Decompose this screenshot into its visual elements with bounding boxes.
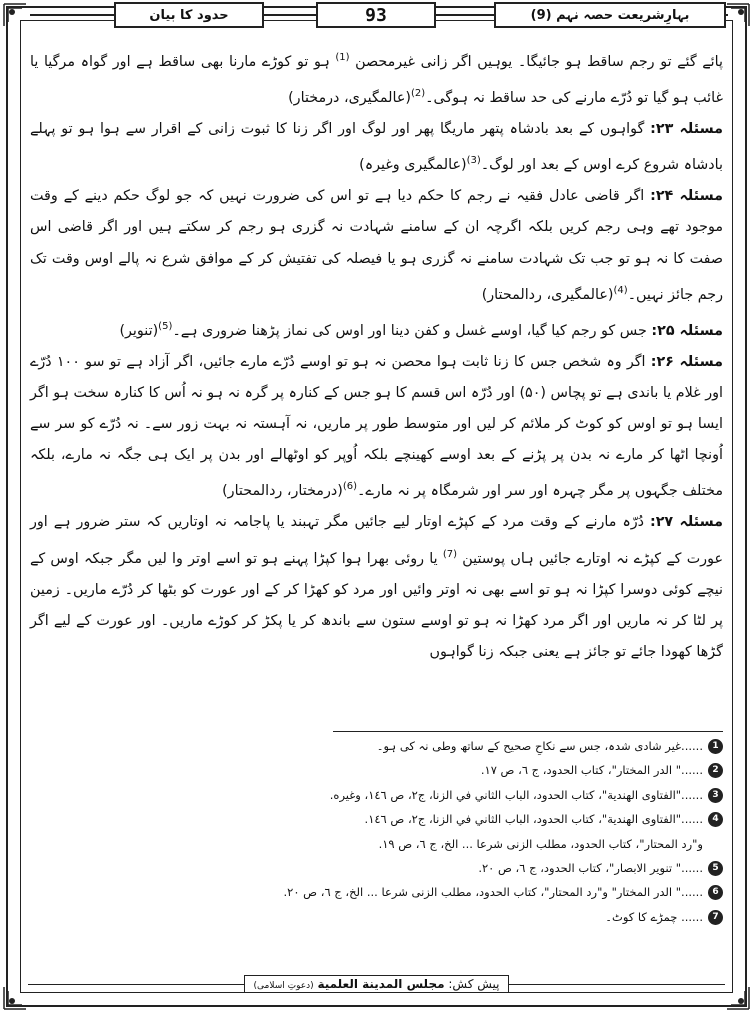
footnote-number: 3	[708, 788, 723, 803]
footnote-text: ......"الفتاوی الهندية"، کتاب الحدود، الباب الثاني في الزنا، ج٢، ص ١٤٦، وغيره.	[329, 787, 703, 802]
footnote-text: ......" الدر المختار" و"رد المحتار"، کتاب الحدود، مطلب الزنی شرعا ... الخ، ج ٦، ص ٢٠.	[283, 885, 703, 900]
paragraph-text: جس کو رجم کیا گیا، اوسے غسل و کفن دینا اور اوس کی نماز پڑھنا ضروری ہے۔	[172, 322, 652, 339]
book-title: بہارِشریعت حصہ نہم (9)	[494, 2, 726, 28]
paragraph-text: ہو تو کوڑے مارنا بھی ساقط ہے اور گواہ مرگیا یا غائب ہو گیا تو دُرّے مارنے کی حد ساقط نہ ہوگی۔	[30, 53, 723, 106]
ornament-corner-icon	[2, 2, 28, 28]
footnote-ref: (7)	[442, 548, 458, 560]
paragraph	[30, 181, 723, 311]
paragraph-text: پائے گئے تو رجم ساقط ہو جائیگا۔ یوہیں اگر زانی غیرمحصن	[349, 53, 723, 70]
paragraph	[30, 507, 723, 668]
paragraph-text: اگر قاضی عادل فقیہ نے رجم کا حکم دیا ہے تو اس کی ضرورت نہیں کہ جو لوگ حکم دینے کے وقت موجود تھے وہی رجم کریں بلکہ اگرچہ ان کے سامنے شہادت نہ گزری ہو رجم کر سکتے ہیں اور اگر قاضی اس صفت کا نہ ہو تو جب تک شہادت سامنے نہ گزری ہو یا فیصلہ کی تفتیش کر کے موافق شرع نہ پالے اوس وقت تک رجم جائز نہیں۔	[30, 188, 723, 303]
ornament-corner-icon	[725, 2, 751, 28]
footnote-text: ......" تنوير الابصار"، کتاب الحدود، ج ٦، ص ٢٠.	[478, 861, 703, 876]
footnote-number: 6	[708, 885, 723, 900]
footer	[0, 975, 753, 993]
chapter-title: حدود کا بیان	[114, 2, 264, 28]
masala-label: مسئلہ ۲۴:	[650, 188, 723, 205]
paragraph-text: دُرّہ مارنے کے وقت مرد کے کپڑے اوتار لیے جائیں مگر تہبند یا پاجامہ نہ اوتاریں کہ ستر ضرور ہے اور عورت کے کپڑے نہ اوتارے جائیں ہاں پوستین	[30, 514, 723, 567]
footnote	[30, 807, 723, 831]
page-number: 93	[316, 2, 436, 28]
paragraph-text: گواہوں کے بعد بادشاہ پتھر ماریگا پھر اور لوگ اور اگر زنا کا ثبوت زانی کے اقرار سے ہوا ہو تو پہلے بادشاہ شروع کرے اوس کے بعد اور لوگ۔	[30, 120, 723, 173]
paragraph-text: (عالمگیری، ردالمحتار)	[481, 286, 614, 303]
masala-label: مسئلہ ۲۳:	[650, 120, 723, 137]
footnote-text: ......"الفتاوی الهندية"، کتاب الحدود، الباب الثاني في الزنا، ج٢، ص ١٤٦.	[364, 812, 703, 827]
footnote	[30, 783, 723, 807]
footnote-separator	[333, 731, 723, 732]
footnote-ref: (6)	[342, 481, 357, 493]
footnote	[30, 880, 723, 904]
publisher-box	[244, 975, 508, 993]
footnote	[30, 734, 723, 758]
footnote-number: 7	[708, 910, 723, 925]
header-rule	[264, 14, 316, 16]
header-rule	[30, 14, 114, 16]
footnote-ref: (2)	[410, 87, 426, 99]
footnote-ref: (3)	[466, 155, 481, 167]
main-text	[30, 42, 723, 668]
footnote-number: 2	[708, 763, 723, 778]
paragraph-text: اگر وہ شخص جس کا زنا ثابت ہوا محصن نہ ہو تو اوسے دُرّے مارے جائیں، اگر آزاد ہے تو سو ۱۰۰ دُرّے اور غلام یا باندی ہے تو پچاس (۵۰) اور دُرّہ اس قسم کا ہو جس کے کنارہ پر گرہ نہ ہو نہ اُس کا کنارہ سخت ہو اگر ایسا ہو تو اوس کو کوٹ کر ملائم کر لیں اور متوسط طور پر ماریں، نہ آہستہ نہ بہت زور سے۔ نہ دُرّے کو سر سے اُونچا اٹھا کر مارے نہ بدن پر پڑنے کے بعد اوسے کھینچے بلکہ اُوپر کو اوٹھالے اور بدن پر ایک ہی جگہ نہ مارے، بلکہ مختلف جگہوں پر مگر چہرہ اور سر اور شرمگاہ پر نہ مارے۔	[30, 353, 723, 500]
masala-label: مسئلہ ۲۷:	[649, 514, 723, 531]
footnote-number: 5	[708, 861, 723, 876]
footnote	[30, 758, 723, 782]
paragraph-text: (عالمگیری وغیرہ)	[359, 156, 467, 173]
masala-label: مسئلہ ۲۵:	[651, 322, 723, 339]
footnote-ref: (4)	[613, 284, 628, 296]
paragraph	[30, 311, 723, 347]
footnote-text: ...... چمڑے کا کوٹ۔	[605, 909, 703, 924]
footnote-number: 1	[708, 739, 723, 754]
presenter-label: پیش کش:	[448, 977, 500, 991]
header-rule	[726, 14, 728, 16]
paragraph-text: (عالمگیری، درمختار)	[288, 89, 411, 106]
paragraph-text: (تنویر)	[119, 322, 159, 339]
masala-label: مسئلہ ۲۶:	[650, 353, 723, 370]
paragraph	[30, 347, 723, 508]
footnote-continuation: و"رد المحتار"، کتاب الحدود، مطلب الزنی شرعا ... الخ، ج ٦، ص ١٩.	[378, 836, 703, 851]
footnote-ref: (1)	[335, 52, 350, 63]
footnote-number: 4	[708, 812, 723, 827]
paragraph-text: یا روئی بھرا ہوا کپڑا پہنے ہو تو اسے اوتر وا لیں مگر جبکہ اوس کے نیچے کوئی دوسرا کپڑا نہ ہو تو اسے بھی نہ اوتر وائیں اور مرد کو کھڑا کر کے اور عورت کو بٹھا کر دُرّے ماریں۔ زمین پر لٹا کر نہ ماریں اور اگر مرد کھڑا نہ ہو تو اوسے ستون سے باندھ کر یا پکڑ کر کوڑے ماریں۔ اور عورت کے لیے اگر گڑھا کھودا جائے تو جائز ہے یعنی جبکہ زنا گواہوں	[30, 550, 723, 661]
paragraph-text: (درمختار، ردالمحتار)	[222, 483, 343, 500]
footnote-text: ......" الدر المختار"، کتاب الحدود، ج ٦، ص ١٧.	[480, 763, 703, 778]
publisher-org: (دعوتِ اسلامی)	[253, 981, 314, 991]
publisher-name: مجلس المدينة العلمية	[317, 977, 445, 991]
footnote	[30, 905, 723, 929]
paragraph	[30, 114, 723, 181]
header-rule	[436, 14, 494, 16]
footnotes	[30, 734, 723, 929]
footnote-ref: (5)	[158, 320, 173, 332]
footnote	[30, 856, 723, 880]
paragraph	[30, 42, 723, 114]
footnote-text: ......غیر شادی شدہ، جس سے نکاحِ صحیح کے ساتھ وطی نہ کی ہو۔	[376, 739, 703, 753]
